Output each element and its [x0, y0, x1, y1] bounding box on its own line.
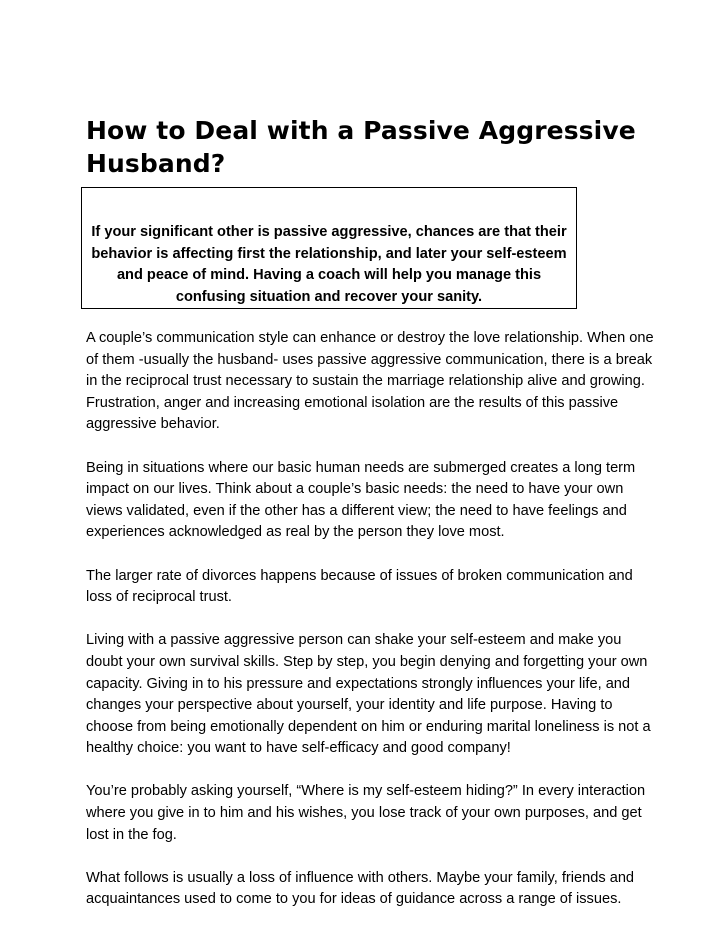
- paragraph: Living with a passive aggressive person can shake your self-esteem and make you doubt your own survival skills. Step by step, you begin denying and forgetting your own capacity. Giving in to his pressure and expectations strongly influences your life, and changes your perspective about yourself, your identity and life purpose. Having to choose from being emotionally dependent on him or enduring marital loneliness is not a healthy choice: you want to have self-efficacy and good company!: [86, 632, 651, 757]
- paragraph: Being in situations where our basic human needs are submerged creates a long term impact on our lives. Think about a couple’s basic needs: the need to have your own views validated, even if the other has a different view; the need to have feelings and experiences acknowledged as real by the person they love most.: [86, 459, 636, 541]
- paragraph: You’re probably asking yourself, “Where is my self-esteem hiding?” In every interaction where you give in to him and his wishes, you lose track of your own purposes, and get lost in the fog.: [86, 783, 646, 843]
- summary-text: If your significant other is passive aggressive, chances are that their behavior is affecting first the relationship, and later your self-esteem and peace of mind. Having a coach will help you manage this confusing situation and recover your sanity.: [91, 224, 567, 305]
- paragraph: The larger rate of divorces happens because of issues of broken communication and loss of reciprocal trust.: [86, 567, 633, 606]
- paragraph: What follows is usually a loss of influence with others. Maybe your family, friends and acquaintances used to come to you for ideas of guidance across a range of issues.: [86, 869, 635, 908]
- page-title: How to Deal with a Passive Aggressive Husband?: [86, 116, 636, 178]
- article-body: [86, 328, 658, 933]
- paragraph: A couple’s communication style can enhance or destroy the love relationship. When one of them -usually the husband- uses passive aggressive communication, there is a break in the reciprocal trust necessary to sustain the marriage relationship alive and growing. Frustration, anger and increasing emotional isolation are the results of this passive aggressive behavior.: [86, 330, 654, 433]
- summary-box: [81, 187, 577, 309]
